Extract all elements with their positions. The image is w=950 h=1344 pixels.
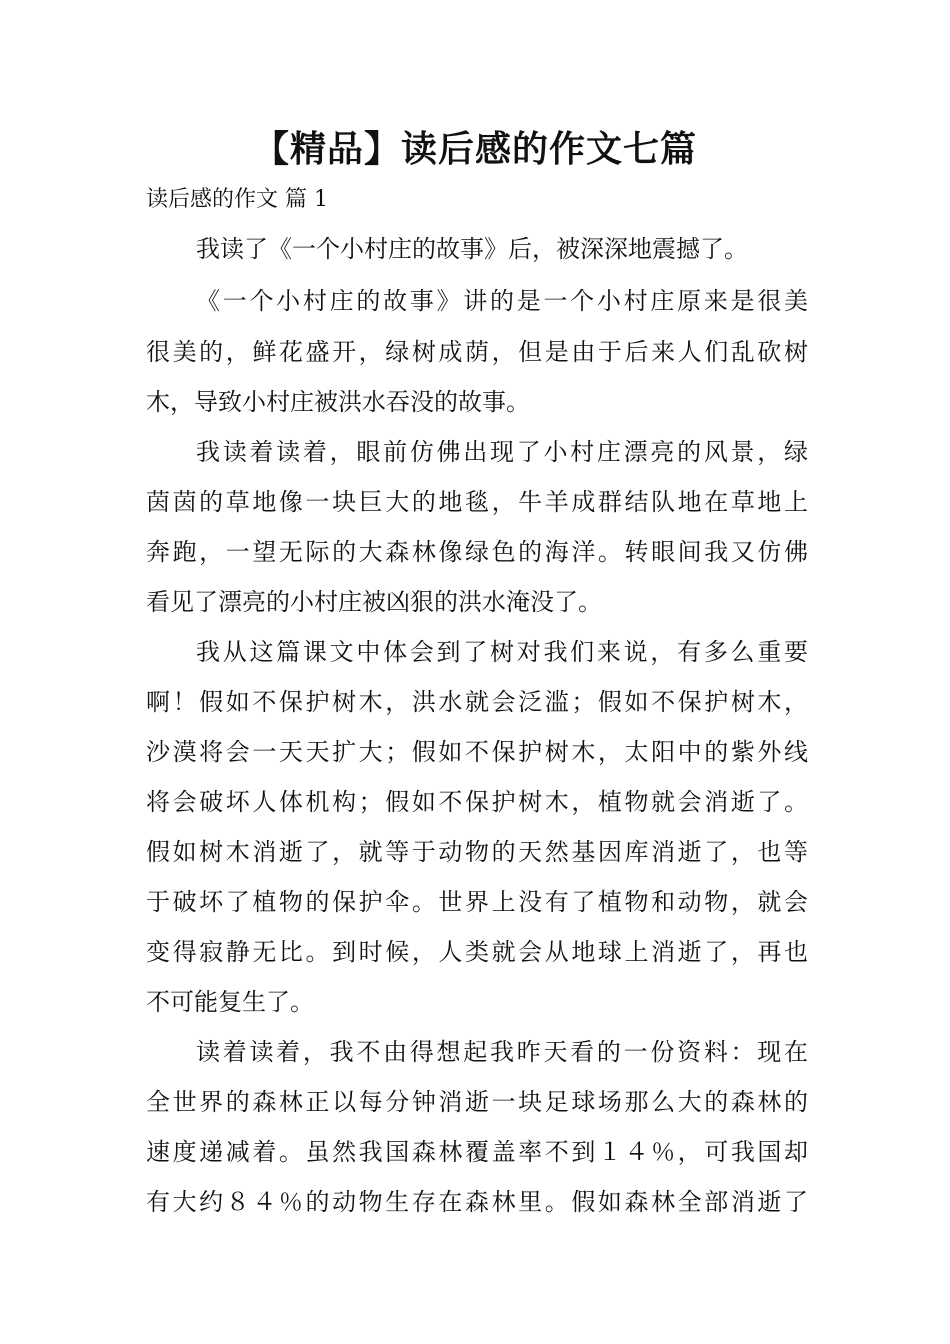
text-line: 我读着读着，眼前仿佛出现了小村庄漂亮的风景，绿 [196,438,808,466]
text-line: 茵茵的草地像一块巨大的地毯，牛羊成群结队地在草地上 [146,488,808,516]
text-line: 将会破坏人体机构；假如不保护树木，植物就会消逝了。 [146,788,808,816]
section-heading: 读后感的作文 篇 1 [146,187,328,212]
text-line: 啊！假如不保护树木，洪水就会泛滥；假如不保护树木， [146,688,808,716]
text-line: 奔跑，一望无际的大森林像绿色的海洋。转眼间我又仿佛 [146,538,808,566]
text-line: 木，导致小村庄被洪水吞没的故事。 [146,388,530,416]
text-line: 我从这篇课文中体会到了树对我们来说，有多么重要 [196,638,808,666]
text-line: 速度递减着。虽然我国森林覆盖率不到１４％，可我国却 [146,1138,808,1166]
text-line: 沙漠将会一天天扩大；假如不保护树木，太阳中的紫外线 [146,738,808,766]
text-line: 不可能复生了。 [146,988,314,1016]
text-line: 有大约８４％的动物生存在森林里。假如森林全部消逝了 [146,1188,808,1216]
text-line: 很美的，鲜花盛开，绿树成荫，但是由于后来人们乱砍树 [146,338,808,366]
text-line: 全世界的森林正以每分钟消逝一块足球场那么大的森林的 [146,1088,808,1116]
document-title: 【精品】读后感的作文七篇 [252,129,697,170]
text-line: 读着读着，我不由得想起我昨天看的一份资料：现在 [196,1038,808,1066]
text-line: 假如树木消逝了，就等于动物的天然基因库消逝了，也等 [146,838,808,866]
text-line: 变得寂静无比。到时候，人类就会从地球上消逝了，再也 [146,938,808,966]
text-line: 《一个小村庄的故事》讲的是一个小村庄原来是很美 [196,287,808,315]
text-line: 看见了漂亮的小村庄被凶狠的洪水淹没了。 [146,588,602,616]
text-line: 我读了《一个小村庄的故事》后，被深深地震撼了。 [196,235,748,263]
text-line: 于破坏了植物的保护伞。世界上没有了植物和动物，就会 [146,888,808,916]
